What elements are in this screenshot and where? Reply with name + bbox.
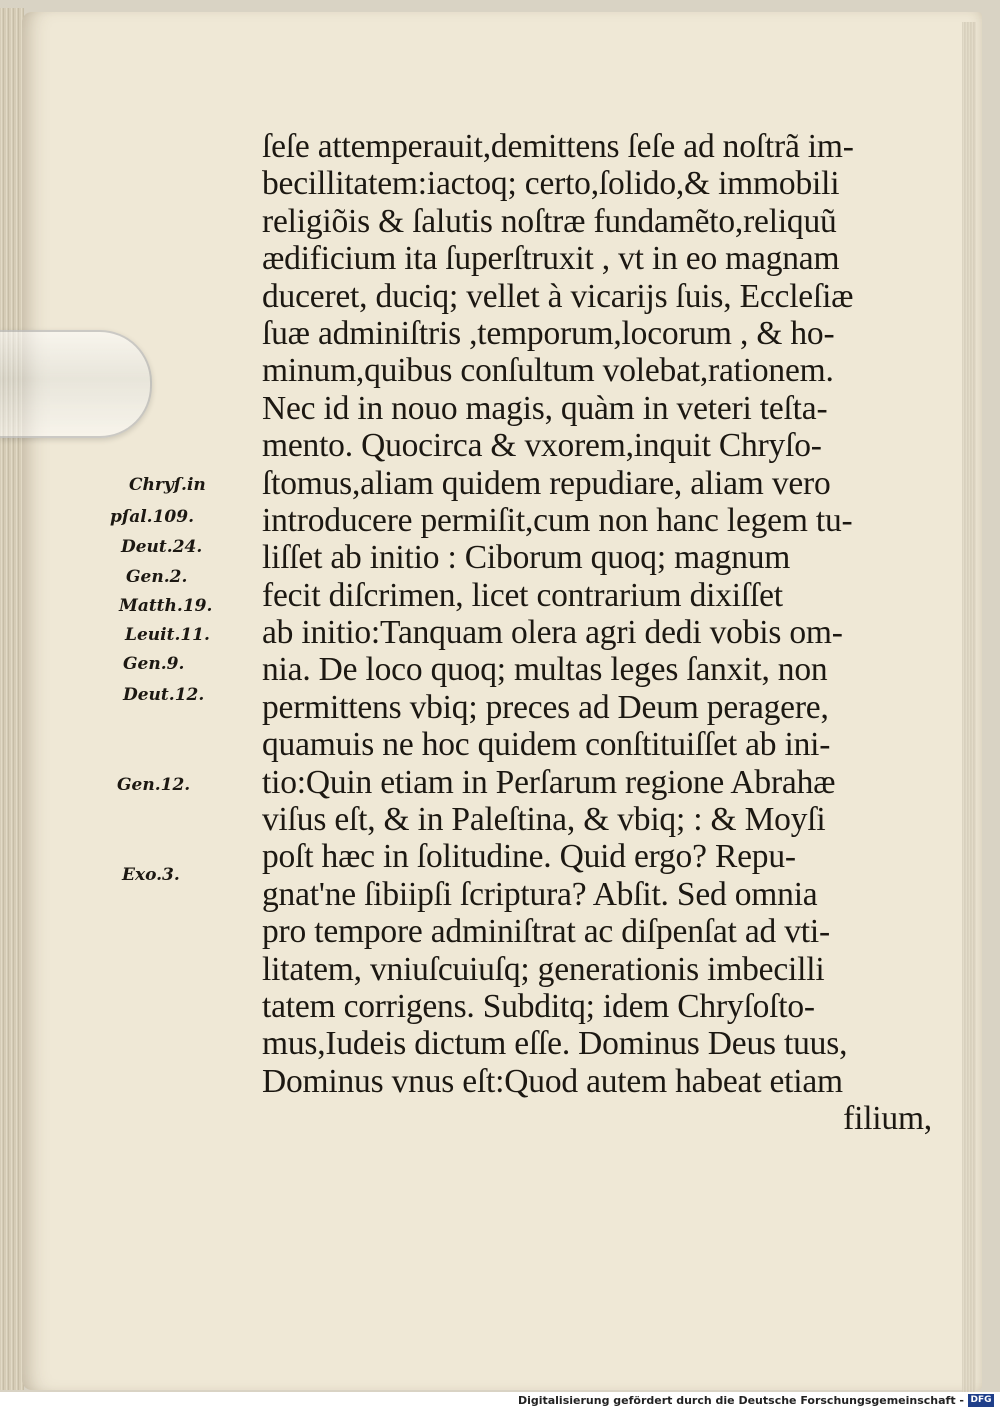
margin-note: Deut.24. — [121, 537, 203, 557]
text-line: gnat'ne ſibiipſi ſcriptura? Abſit. Sed omnia — [262, 875, 818, 913]
catchword: filium, — [843, 1100, 932, 1138]
margin-note: Deut.12. — [123, 685, 205, 705]
text-line: liſſet ab initio : Ciborum quoq; magnum — [262, 539, 791, 577]
text-line: Nec id in nouo magis, quàm in veteri teſta- — [262, 389, 828, 427]
text-line: tatem corrigens. Subditq; idem Chryſoſto- — [262, 987, 815, 1025]
plastic-page-clip — [0, 330, 152, 438]
margin-note: Leuit.11. — [125, 625, 210, 645]
text-line: religiõis & ſalutis noſtræ fundamẽto,reliquũ — [262, 202, 837, 240]
margin-note: Gen.9. — [123, 654, 185, 674]
text-line: fecit diſcrimen, licet contrarium dixiſſet — [262, 576, 783, 614]
text-line: duceret, duciq; vellet à vicarijs ſuis, Eccleſiæ — [262, 277, 854, 315]
margin-note: Exo.3. — [122, 865, 180, 885]
text-line: ſtomus,aliam quidem repudiare, aliam vero — [262, 464, 831, 502]
dfg-logo-icon: DFG — [968, 1394, 994, 1407]
text-line: ſuæ adminiſtris ,temporum,locorum , & ho- — [262, 314, 835, 352]
text-line: tio:Quin etiam in Perſarum regione Abrahæ — [262, 763, 836, 801]
text-line: mento. Quocirca & vxorem,inquit Chryſo- — [262, 427, 822, 465]
text-line: permittens vbiq; preces ad Deum peragere, — [262, 688, 829, 726]
digitization-footer — [0, 1392, 1000, 1410]
margin-note: Gen.12. — [117, 775, 191, 795]
main-text-block — [262, 128, 942, 1138]
text-line: pro tempore adminiſtrat ac diſpenſat ad vti- — [262, 913, 830, 951]
text-line: nia. De loco quoq; multas leges ſanxit, non — [262, 651, 828, 689]
text-line: viſus eſt, & in Paleſtina, & vbiq; : & Moyſi — [262, 801, 826, 839]
text-line: ab initio:Tanquam olera agri dedi vobis om- — [262, 614, 843, 652]
text-line: becillitatem:iactoq; certo,ſolido,& immobili — [262, 165, 840, 203]
footer-credit: Digitalisierung gefördert durch die Deutsche Forschungsgemeinschaft - — [517, 1394, 964, 1407]
page-edges — [0, 8, 24, 1390]
text-line: quamuis ne hoc quidem conſtituiſſet ab ini- — [262, 726, 831, 764]
text-line: Dominus vnus eſt:Quod autem habeat etiam — [262, 1062, 843, 1100]
margin-note: Chryſ.in — [129, 475, 206, 495]
page-right-edge — [962, 22, 976, 1402]
text-line: poſt hæc in ſolitudine. Quid ergo? Repu- — [262, 838, 796, 876]
text-line: introducere permiſit,cum non hanc legem tu- — [262, 501, 853, 539]
margin-note: Gen.2. — [126, 567, 188, 587]
text-line: ædificium ita ſuperſtruxit , vt in eo magnam — [262, 240, 840, 278]
margin-note: pſal.109. — [110, 507, 194, 527]
text-line: litatem, vniuſcuiuſq; generationis imbecilli — [262, 950, 825, 988]
margin-note: Matth.19. — [119, 596, 213, 616]
text-line: minum,quibus conſultum volebat,rationem. — [262, 352, 834, 390]
text-line: ſeſe attemperauit,demittens ſeſe ad noſtrã im- — [262, 128, 854, 165]
text-line: mus,Iudeis dictum eſſe. Dominus Deus tuus, — [262, 1025, 848, 1063]
